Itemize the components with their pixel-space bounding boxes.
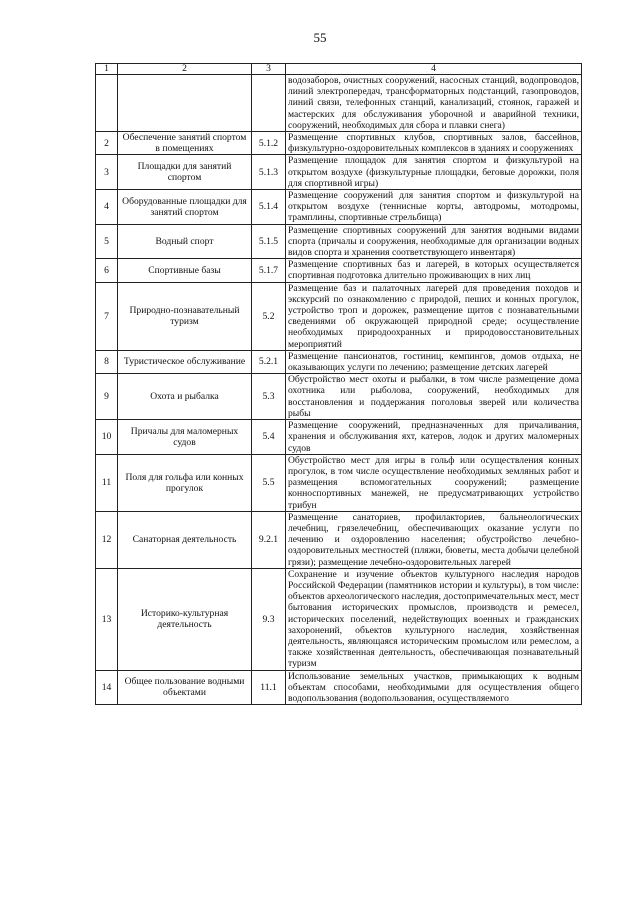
land-use-name: Историко-культурная деятельность — [118, 568, 252, 670]
land-use-code: 11.1 — [252, 670, 286, 705]
row-number: 7 — [96, 282, 118, 350]
row-number: 3 — [96, 155, 118, 190]
row-number: 9 — [96, 374, 118, 420]
table-row — [96, 511, 582, 568]
land-use-description: Размещение спортивных баз и лагерей, в которых осуществляется спортивная подготовка длительно проживающих в них лиц — [286, 259, 582, 282]
land-use-description: Обустройство мест для игры в гольф или осуществления конных прогулок, в том числе осуществление необходимых земляных работ и размещения вспомогательных сооружений; размещение конноспортивных манежей, не предусматривающих устройство трибун — [286, 454, 582, 511]
land-use-description: Размещение сооружений для занятия спортом и физкультурой на открытом воздухе (теннисные корты, автодромы, мотодромы, трамплины, спортивные стрельбища) — [286, 190, 582, 225]
land-use-code: 9.3 — [252, 568, 286, 670]
land-use-description: Сохранение и изучение объектов культурного наследия народов Российской Федерации (памятников истории и культуры), в том числе: объектов археологического наследия, достопримечательных мест, мест бытования исторических промыслов, производств и ремесел, исторических поселений, недействующих военных и гражданских захоронений, объектов культурного наследия, хозяйственная деятельность, являющаяся историческим промыслом или ремеслом, а также хозяйственная деятельность, обеспечивающая познавательный туризм — [286, 568, 582, 670]
row-number: 2 — [96, 132, 118, 155]
land-use-description: Размещение баз и палаточных лагерей для проведения походов и экскурсий по ознакомлению с природой, пеших и конных прогулок, устройство троп и дорожек, размещение щитов с познавательными сведениями об окружающей природной среде; осуществление необходимых природоохранных и природовосстановительных мероприятий — [286, 282, 582, 350]
row-number: 6 — [96, 259, 118, 282]
header-row — [96, 64, 582, 75]
land-use-name: Охота и рыбалка — [118, 374, 252, 420]
land-use-code: 5.4 — [252, 420, 286, 455]
table-row — [96, 282, 582, 350]
land-use-table — [95, 63, 582, 705]
land-use-name: Туристическое обслуживание — [118, 350, 252, 373]
land-use-name: Водный спорт — [118, 224, 252, 259]
row-number: 14 — [96, 670, 118, 705]
land-use-description: Размещение сооружений, предназначенных для причаливания, хранения и обслуживания яхт, катеров, лодок и других маломерных судов — [286, 420, 582, 455]
column-header-2: 2 — [118, 64, 252, 75]
land-use-description: Размещение площадок для занятия спортом и физкультурой на открытом воздухе (физкультурные площадки, беговые дорожки, поля для спортивной игры) — [286, 155, 582, 190]
row-number: 12 — [96, 511, 118, 568]
row-number: 8 — [96, 350, 118, 373]
row-number: 10 — [96, 420, 118, 455]
land-use-code: 5.1.3 — [252, 155, 286, 190]
land-use-name: Спортивные базы — [118, 259, 252, 282]
land-use-description: Размещение пансионатов, гостиниц, кемпингов, домов отдыха, не оказывающих услуги по лечению; размещение детских лагерей — [286, 350, 582, 373]
land-use-name: Причалы для маломерных судов — [118, 420, 252, 455]
table-row — [96, 568, 582, 670]
row-number — [96, 75, 118, 132]
land-use-name: Природно-познавательный туризм — [118, 282, 252, 350]
table-row — [96, 350, 582, 373]
column-header-4: 4 — [286, 64, 582, 75]
table-row — [96, 454, 582, 511]
land-use-name — [118, 75, 252, 132]
row-number: 5 — [96, 224, 118, 259]
land-use-code: 5.2 — [252, 282, 286, 350]
table-row — [96, 374, 582, 420]
land-use-name: Поля для гольфа или конных прогулок — [118, 454, 252, 511]
row-number: 4 — [96, 190, 118, 225]
land-use-description: Размещение спортивных клубов, спортивных залов, бассейнов, физкультурно-оздоровительных комплексов в зданиях и сооружениях — [286, 132, 582, 155]
land-use-code: 5.3 — [252, 374, 286, 420]
land-use-code: 9.2.1 — [252, 511, 286, 568]
land-use-code: 5.2.1 — [252, 350, 286, 373]
table-row — [96, 670, 582, 705]
table-row — [96, 75, 582, 132]
table-row — [96, 132, 582, 155]
land-use-code: 5.1.2 — [252, 132, 286, 155]
land-use-code — [252, 75, 286, 132]
column-header-1: 1 — [96, 64, 118, 75]
page-number: 55 — [313, 30, 327, 45]
land-use-name: Оборудованные площадки для занятий спортом — [118, 190, 252, 225]
row-number: 13 — [96, 568, 118, 670]
table-row — [96, 190, 582, 225]
land-use-name: Санаторная деятельность — [118, 511, 252, 568]
land-use-code: 5.1.7 — [252, 259, 286, 282]
land-use-description: Использование земельных участков, примыкающих к водным объектам способами, необходимыми для осуществления общего водопользования (водопользования, осуществляемого — [286, 670, 582, 705]
land-use-description: водозаборов, очистных сооружений, насосных станций, водопроводов, линий электропередач, трансформаторных подстанций, газопроводов, линий связи, телефонных станций, канализаций, стоянок, гаражей и мастерских для обслуживания уборочной и аварийной техники, сооружений, необходимых для сбора и плавки снега) — [286, 75, 582, 132]
land-use-description: Размещение спортивных сооружений для занятия водными видами спорта (причалы и сооружения, необходимые для организации водных видов спорта и хранения соответствующего инвентаря) — [286, 224, 582, 259]
land-use-code: 5.5 — [252, 454, 286, 511]
table-row — [96, 155, 582, 190]
table-row — [96, 420, 582, 455]
land-use-description: Обустройство мест охоты и рыбалки, в том числе размещение дома охотника или рыболова, сооружений, необходимых для восстановления и поддержания поголовья зверей или количества рыбы — [286, 374, 582, 420]
land-use-name: Площадки для занятий спортом — [118, 155, 252, 190]
column-header-3: 3 — [252, 64, 286, 75]
land-use-description: Размещение санаториев, профилакториев, бальнеологических лечебниц, грязелечебниц, обеспечивающих оказание услуги по лечению и оздоровлению населения; обустройство лечебно-оздоровительных местностей (пляжи, бюветы, места добычи целебной грязи); размещение лечебно-оздоровительных лагерей — [286, 511, 582, 568]
row-number: 11 — [96, 454, 118, 511]
land-use-name: Общее пользование водными объектами — [118, 670, 252, 705]
table-row — [96, 259, 582, 282]
land-use-code: 5.1.5 — [252, 224, 286, 259]
land-use-name: Обеспечение занятий спортом в помещениях — [118, 132, 252, 155]
table-row — [96, 224, 582, 259]
land-use-code: 5.1.4 — [252, 190, 286, 225]
